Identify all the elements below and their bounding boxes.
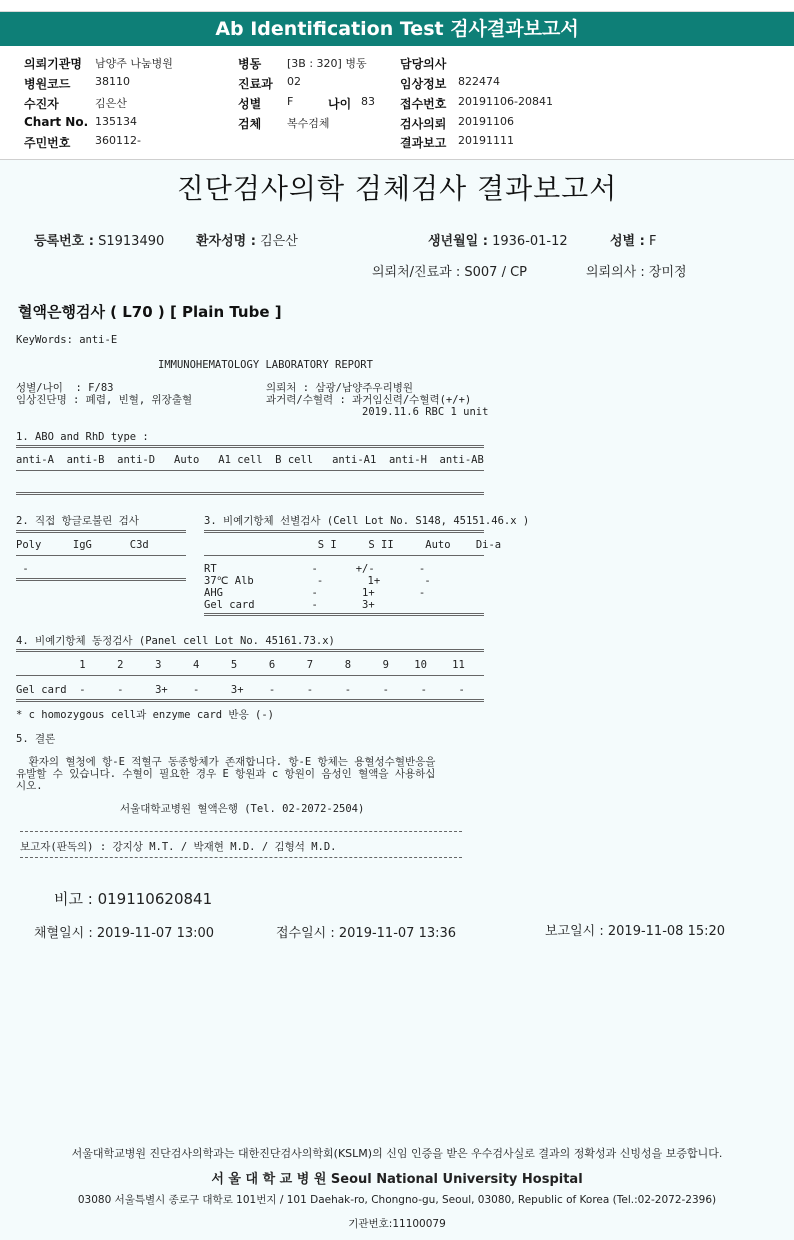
screening-row: RT - +/- - — [204, 563, 426, 575]
transfusion-history: 과거력/수혈력 : 과거임신력/수혈력(+/+) — [266, 394, 472, 406]
transfusion-history-detail: 2019.11.6 RBC 1 unit — [362, 406, 489, 418]
receipt-no-value: 20191106-20841 — [458, 95, 553, 108]
divider — [16, 492, 484, 495]
dept-label: 진료과 — [238, 77, 273, 91]
screening-row: Gel card - 3+ — [204, 599, 375, 611]
divider — [16, 649, 484, 652]
referral-value: S007 / CP — [464, 265, 528, 280]
specimen-label: 검체 — [238, 117, 262, 131]
document-title: 진단검사의학 검체검사 결과보고서 — [176, 172, 618, 205]
request-value: 20191106 — [458, 115, 514, 128]
report-title: Ab Identification Test 검사결과보고서 — [0, 12, 794, 46]
keywords: KeyWords: anti-E — [16, 334, 118, 346]
rrn-label: 주민번호 — [24, 136, 71, 150]
screening-row: AHG - 1+ - — [204, 587, 426, 599]
remark — [54, 888, 212, 909]
section-2-title: 2. 직접 항글로불린 검사 — [16, 515, 139, 527]
report-time-label: 보고일시 : — [545, 924, 604, 939]
section-3-title: 3. 비예기항체 선별검사 (Cell Lot No. S148, 45151.46.x ) — [204, 515, 530, 527]
divider — [16, 530, 186, 533]
info-row-4 — [0, 115, 794, 135]
clinical-info-value: 822474 — [458, 75, 500, 88]
divider — [16, 470, 484, 471]
hospital-code-value: 38110 — [95, 75, 130, 88]
abo-columns: anti-A anti-B anti-D Auto A1 cell B cell anti-A1 anti-H anti-AB — [16, 454, 484, 466]
ward-label: 병동 — [238, 57, 262, 71]
screening-columns: S I S II Auto Di-a — [204, 539, 502, 551]
screening-row: 37℃ Alb - 1+ - — [204, 575, 431, 587]
dat-columns: Poly IgG C3d — [16, 539, 149, 551]
referring-doctor-value: 장미정 — [648, 265, 687, 280]
section-1-title: 1. ABO and RhD type : — [16, 431, 149, 443]
institution-value: 남양주 나눔병원 — [95, 57, 173, 70]
reporter: 보고자(판독의) : 강지상 M.T. / 박재현 M.D. / 김형석 M.D. — [20, 841, 337, 853]
referring-doctor-label: 의뢰의사 : — [586, 265, 645, 280]
patient-sex-value: F — [648, 234, 657, 249]
clinical-info-label: 임상정보 — [400, 77, 447, 91]
institution-label: 의뢰기관명 — [24, 57, 82, 71]
referral-label: 의뢰처/진료과 : — [372, 265, 461, 280]
referral — [372, 261, 527, 280]
divider — [16, 578, 186, 581]
section-5-title: 5. 결론 — [16, 733, 56, 745]
hospital-code-label: 병원코드 — [24, 77, 71, 91]
birth-date-label: 생년월일 : — [428, 234, 488, 249]
registration-no-value: S1913490 — [98, 234, 165, 249]
birth-date — [428, 230, 568, 249]
referring-doctor — [586, 261, 687, 280]
patient-sex — [610, 230, 656, 249]
hospital-address: 03080 서울특별시 종로구 대학로 101번지 / 101 Daehak-ro, Chongno-gu, Seoul, 03080, Republic of Korea (Tel.:02-2072-2396) — [77, 1194, 717, 1206]
report-date-label: 결과보고 — [400, 136, 447, 150]
report-time-value: 2019-11-08 15:20 — [607, 924, 726, 939]
remark-label: 비고 : — [54, 890, 93, 908]
conclusion-line: 환자의 혈청에 항-E 적혈구 동종항체가 존재합니다. 항-E 항체는 용혈성수혈반응을 — [16, 756, 436, 768]
top-bar — [0, 0, 794, 12]
section-heading: 혈액은행검사 ( L70 ) [ Plain Tube ] — [18, 303, 282, 321]
rrn-value: 360112- — [95, 134, 141, 147]
sex-label: 성별 — [238, 97, 262, 111]
age-label: 나이 — [328, 97, 352, 111]
request-info-panel — [0, 46, 794, 160]
chart-value: 135134 — [95, 115, 137, 128]
divider — [204, 530, 484, 533]
section-4-title: 4. 비예기항체 동정검사 (Panel cell Lot No. 45161.73.x) — [16, 635, 335, 647]
divider — [16, 445, 484, 448]
ward-value: [3B : 320] 병동 — [287, 57, 367, 70]
info-row-3 — [0, 95, 794, 115]
sex-value: F — [287, 95, 294, 108]
age-value: 83 — [361, 95, 375, 108]
report-time — [545, 920, 725, 939]
info-row-5 — [0, 134, 794, 154]
dat-value: - — [16, 563, 29, 575]
divider — [20, 831, 462, 832]
birth-date-value: 1936-01-12 — [492, 234, 568, 249]
patient-name — [196, 230, 298, 249]
clinical-diagnosis: 임상진단명 : 폐렴, 빈혈, 위장출혈 — [16, 394, 193, 406]
collection-time-label: 채혈일시 : — [34, 926, 93, 941]
panel-note: * c homozygous cell과 enzyme card 반응 (-) — [16, 709, 275, 721]
hospital-name: 서 울 대 학 교 병 원 Seoul National University Hospital — [211, 1172, 583, 1187]
divider — [204, 555, 484, 556]
remark-value: 019110620841 — [97, 890, 213, 908]
divider — [20, 857, 462, 858]
panel-gel-card-row: Gel card - - 3+ - 3+ - - - - - - — [16, 684, 465, 696]
sex-age: 성별/나이 : F/83 — [16, 382, 114, 394]
receipt-time — [276, 922, 456, 941]
lab-report-title: IMMUNOHEMATOLOGY LABORATORY REPORT — [158, 359, 373, 371]
receipt-time-label: 접수일시 : — [276, 926, 335, 941]
result-document — [0, 161, 794, 1240]
chart-label: Chart No. — [24, 115, 89, 129]
conclusion-line: 유발할 수 있습니다. 수혈이 필요한 경우 E 항원과 c 항원이 음성인 혈액을 사용하십 — [16, 768, 436, 780]
registration-no-label: 등록번호 : — [34, 234, 94, 249]
divider — [16, 699, 484, 702]
patient-name-value: 김은산 — [260, 234, 298, 249]
specimen-value: 복수검체 — [287, 117, 330, 130]
receipt-time-value: 2019-11-07 13:36 — [338, 926, 457, 941]
info-row-2 — [0, 75, 794, 95]
examinee-label: 수진자 — [24, 97, 59, 111]
doctor-label: 담당의사 — [400, 57, 447, 71]
certification-note: 서울대학교병원 진단검사의학과는 대한진단검사의학회(KSLM)의 신임 인증을 받은 우수검사실로 결과의 정확성과 신빙성을 보증합니다. — [71, 1147, 723, 1160]
collection-time — [34, 922, 214, 941]
panel-columns: 1 2 3 4 5 6 7 8 9 10 11 — [16, 659, 465, 671]
divider — [16, 555, 186, 556]
conclusion-line: 시오. — [16, 780, 43, 792]
collection-time-value: 2019-11-07 13:00 — [96, 926, 215, 941]
receipt-no-label: 접수번호 — [400, 97, 447, 111]
request-label: 검사의뢰 — [400, 117, 447, 131]
patient-sex-label: 성별 : — [610, 234, 645, 249]
divider — [204, 613, 484, 616]
referral-place: 의뢰처 : 삼광/남양주우리병원 — [266, 382, 414, 394]
info-row-1 — [0, 55, 794, 75]
dept-value: 02 — [287, 75, 301, 88]
patient-name-label: 환자성명 : — [196, 234, 256, 249]
examinee-value: 김은산 — [95, 97, 127, 110]
report-date-value: 20191111 — [458, 134, 514, 147]
registration-no — [34, 230, 164, 249]
institution-number: 기관번호:11100079 — [348, 1218, 446, 1230]
divider — [16, 675, 484, 676]
blood-bank-contact: 서울대학교병원 혈액은행 (Tel. 02-2072-2504) — [120, 803, 365, 815]
